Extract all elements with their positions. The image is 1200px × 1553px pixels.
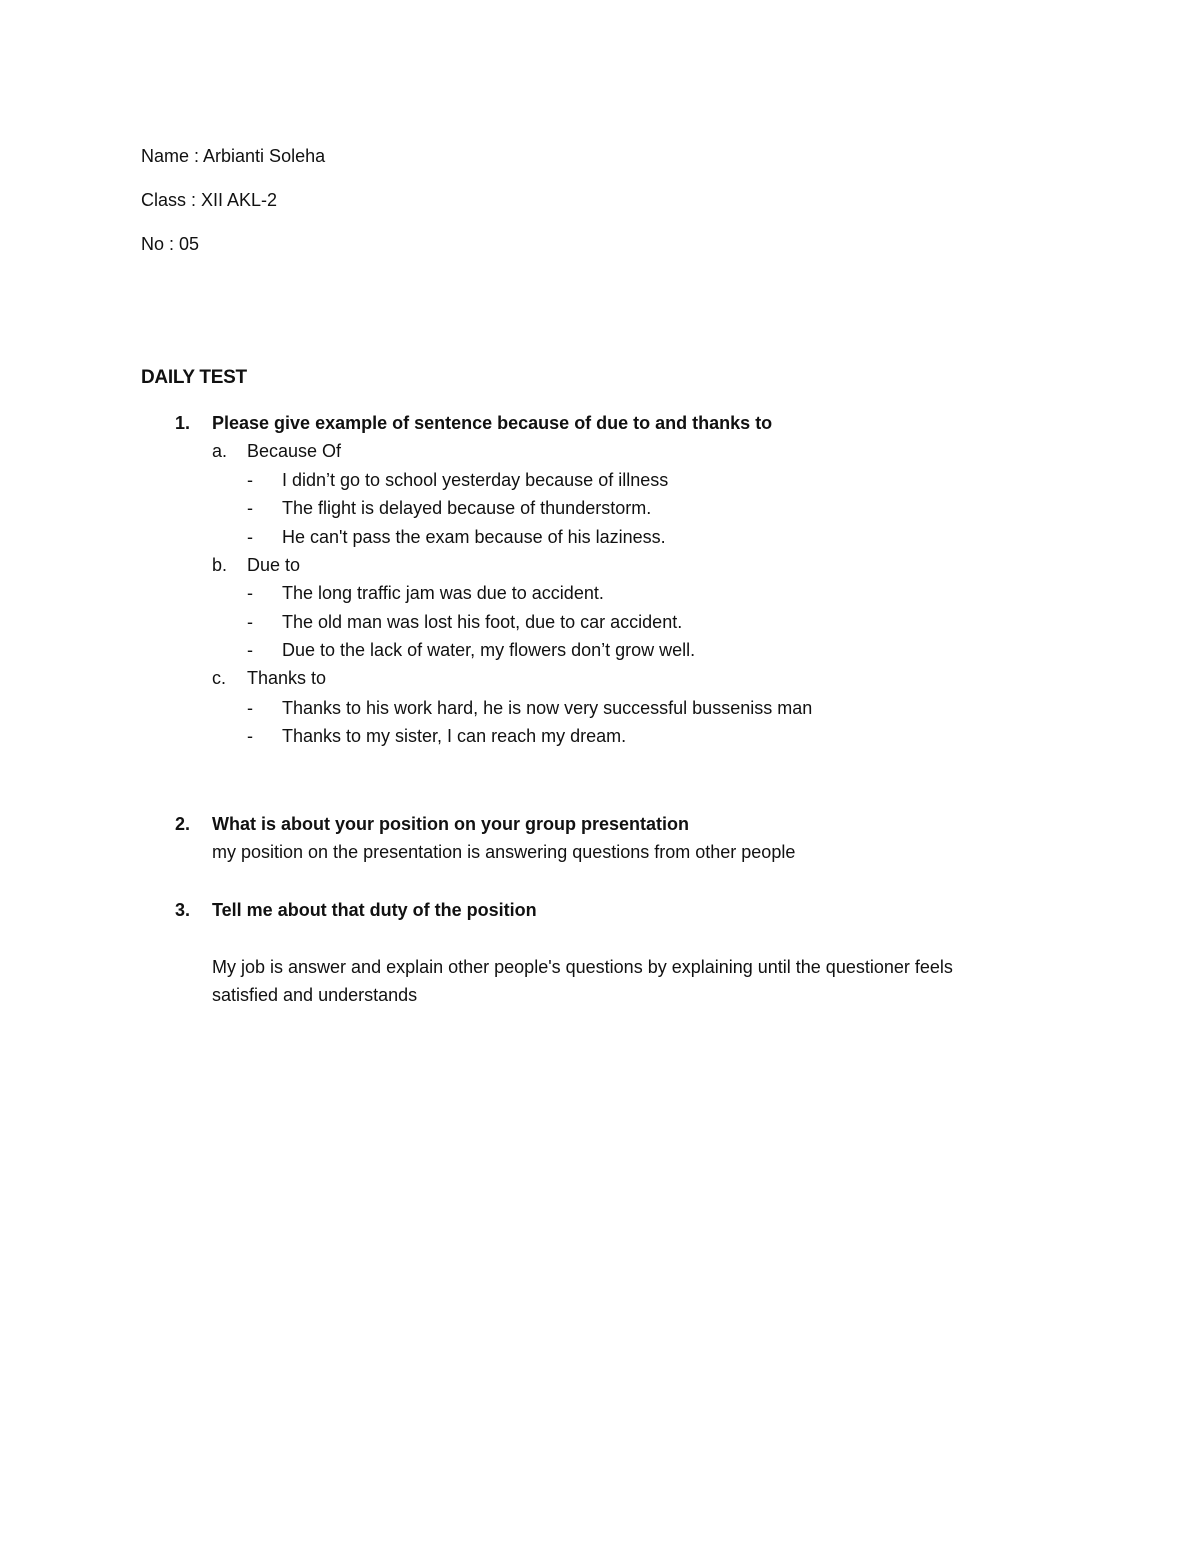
student-name: Name : Arbianti Soleha [141, 146, 326, 166]
list-item: The old man was lost his foot, due to car accident. [282, 612, 683, 632]
list-item: He can't pass the exam because of his laziness. [282, 527, 666, 547]
list-item: The flight is delayed because of thunderstorm. [282, 498, 652, 518]
question-number: 1. [175, 413, 191, 433]
question-number: 3. [175, 900, 191, 920]
list-item: The long traffic jam was due to accident. [282, 583, 604, 603]
list-dash: - [247, 726, 253, 746]
student-class: Class : XII AKL-2 [141, 190, 278, 210]
question-text: Please give example of sentence because of due to and thanks to [212, 413, 773, 433]
list-item: Thanks to my sister, I can reach my dream. [282, 726, 627, 746]
sub-item-letter: b. [212, 555, 228, 575]
list-dash: - [247, 527, 253, 547]
list-dash: - [247, 612, 253, 632]
sub-item-label: Due to [247, 555, 301, 575]
list-item: I didn’t go to school yesterday because of illness [282, 470, 669, 490]
answer-text: satisfied and understands [212, 985, 418, 1005]
sub-item-letter: c. [212, 668, 227, 688]
sub-item-label: Thanks to [247, 668, 327, 688]
answer-text: My job is answer and explain other people's questions by explaining until the questioner feels [212, 957, 953, 977]
list-dash: - [247, 698, 253, 718]
list-dash: - [247, 640, 253, 660]
list-dash: - [247, 498, 253, 518]
student-number: No : 05 [141, 234, 200, 254]
list-item: Thanks to his work hard, he is now very successful busseniss man [282, 698, 813, 718]
page-title: DAILY TEST [141, 367, 247, 388]
sub-item-label: Because Of [247, 441, 342, 461]
question-text: Tell me about that duty of the position [212, 900, 537, 920]
question-text: What is about your position on your group presentation [212, 814, 689, 834]
question-number: 2. [175, 814, 191, 834]
sub-item-letter: a. [212, 441, 228, 461]
answer-text: my position on the presentation is answering questions from other people [212, 842, 796, 862]
list-dash: - [247, 470, 253, 490]
list-dash: - [247, 583, 253, 603]
list-item: Due to the lack of water, my flowers don’t grow well. [282, 640, 696, 660]
